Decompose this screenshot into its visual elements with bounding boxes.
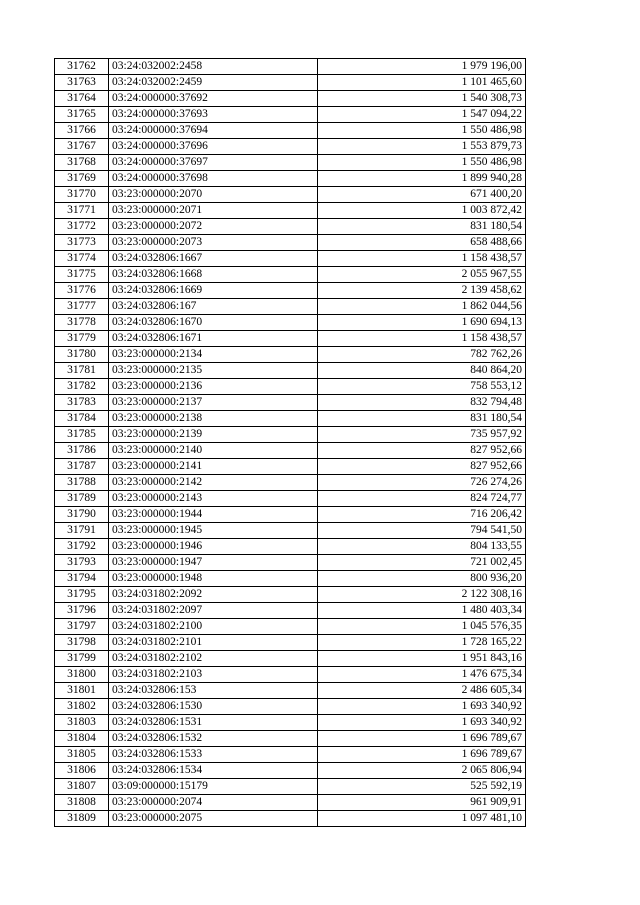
cadastral-number-cell: 03:23:000000:1945: [109, 523, 318, 539]
row-number-cell: 31785: [55, 427, 109, 443]
value-cell: 726 274,26: [318, 475, 526, 491]
row-number-cell: 31770: [55, 187, 109, 203]
value-cell: 721 002,45: [318, 555, 526, 571]
cadastral-number-cell: 03:23:000000:2140: [109, 443, 318, 459]
row-number-cell: 31778: [55, 315, 109, 331]
table-row: [55, 203, 526, 219]
value-cell: 794 541,50: [318, 523, 526, 539]
value-cell: 1 553 879,73: [318, 139, 526, 155]
row-number-cell: 31769: [55, 171, 109, 187]
value-cell: 671 400,20: [318, 187, 526, 203]
row-number-cell: 31802: [55, 699, 109, 715]
value-cell: 1 696 789,67: [318, 731, 526, 747]
value-cell: 827 952,66: [318, 443, 526, 459]
value-cell: 1 899 940,28: [318, 171, 526, 187]
row-number-cell: 31764: [55, 91, 109, 107]
cadastral-number-cell: 03:24:000000:37698: [109, 171, 318, 187]
cadastral-number-cell: 03:24:031802:2100: [109, 619, 318, 635]
value-cell: 1 101 465,60: [318, 75, 526, 91]
cadastral-number-cell: 03:24:032806:1669: [109, 283, 318, 299]
value-cell: 961 909,91: [318, 795, 526, 811]
value-cell: 1 476 675,34: [318, 667, 526, 683]
row-number-cell: 31793: [55, 555, 109, 571]
table-row: [55, 603, 526, 619]
table-row: [55, 187, 526, 203]
cadastral-number-cell: 03:23:000000:2137: [109, 395, 318, 411]
value-cell: 1 728 165,22: [318, 635, 526, 651]
row-number-cell: 31799: [55, 651, 109, 667]
row-number-cell: 31777: [55, 299, 109, 315]
table-row: [55, 331, 526, 347]
table-row: [55, 587, 526, 603]
table-row: [55, 283, 526, 299]
cadastral-number-cell: 03:23:000000:1946: [109, 539, 318, 555]
value-cell: 658 488,66: [318, 235, 526, 251]
value-cell: 1 862 044,56: [318, 299, 526, 315]
row-number-cell: 31803: [55, 715, 109, 731]
cadastral-number-cell: 03:23:000000:2071: [109, 203, 318, 219]
cadastral-number-cell: 03:24:031802:2097: [109, 603, 318, 619]
row-number-cell: 31765: [55, 107, 109, 123]
cadastral-number-cell: 03:23:000000:2074: [109, 795, 318, 811]
cadastral-number-cell: 03:09:000000:15179: [109, 779, 318, 795]
value-cell: 2 122 308,16: [318, 587, 526, 603]
table-row: [55, 139, 526, 155]
value-cell: 2 486 605,34: [318, 683, 526, 699]
value-cell: 1 550 486,98: [318, 155, 526, 171]
value-cell: 1 480 403,34: [318, 603, 526, 619]
table-row: [55, 235, 526, 251]
cadastral-number-cell: 03:24:032002:2458: [109, 59, 318, 75]
row-number-cell: 31789: [55, 491, 109, 507]
row-number-cell: 31788: [55, 475, 109, 491]
value-cell: 525 592,19: [318, 779, 526, 795]
row-number-cell: 31801: [55, 683, 109, 699]
value-cell: 1 696 789,67: [318, 747, 526, 763]
table-row: [55, 683, 526, 699]
value-cell: 1 979 196,00: [318, 59, 526, 75]
value-cell: 1 690 694,13: [318, 315, 526, 331]
table-row: [55, 107, 526, 123]
cadastral-number-cell: 03:23:000000:1947: [109, 555, 318, 571]
value-cell: 800 936,20: [318, 571, 526, 587]
row-number-cell: 31800: [55, 667, 109, 683]
row-number-cell: 31775: [55, 267, 109, 283]
row-number-cell: 31808: [55, 795, 109, 811]
row-number-cell: 31784: [55, 411, 109, 427]
value-cell: 1 693 340,92: [318, 699, 526, 715]
table-row: [55, 779, 526, 795]
cadastral-value-table: [54, 58, 526, 827]
cadastral-number-cell: 03:24:032806:153: [109, 683, 318, 699]
cadastral-number-cell: 03:24:032806:1531: [109, 715, 318, 731]
table-row: [55, 571, 526, 587]
value-cell: 758 553,12: [318, 379, 526, 395]
value-cell: 1 540 308,73: [318, 91, 526, 107]
cadastral-number-cell: 03:23:000000:2136: [109, 379, 318, 395]
table-row: [55, 91, 526, 107]
table-row: [55, 459, 526, 475]
value-cell: 831 180,54: [318, 219, 526, 235]
cadastral-number-cell: 03:23:000000:2134: [109, 347, 318, 363]
value-cell: 735 957,92: [318, 427, 526, 443]
value-cell: 1 158 438,57: [318, 331, 526, 347]
value-cell: 824 724,77: [318, 491, 526, 507]
row-number-cell: 31762: [55, 59, 109, 75]
table-row: [55, 171, 526, 187]
row-number-cell: 31781: [55, 363, 109, 379]
cadastral-number-cell: 03:24:000000:37696: [109, 139, 318, 155]
value-cell: 782 762,26: [318, 347, 526, 363]
cadastral-number-cell: 03:23:000000:2142: [109, 475, 318, 491]
table-row: [55, 251, 526, 267]
table-row: [55, 395, 526, 411]
value-cell: 2 139 458,62: [318, 283, 526, 299]
row-number-cell: 31804: [55, 731, 109, 747]
cadastral-number-cell: 03:24:032806:1532: [109, 731, 318, 747]
row-number-cell: 31787: [55, 459, 109, 475]
table-row: [55, 155, 526, 171]
value-cell: 1 547 094,22: [318, 107, 526, 123]
table-row: [55, 731, 526, 747]
cadastral-number-cell: 03:23:000000:2070: [109, 187, 318, 203]
table-row: [55, 363, 526, 379]
cadastral-number-cell: 03:23:000000:2139: [109, 427, 318, 443]
row-number-cell: 31809: [55, 811, 109, 827]
cadastral-number-cell: 03:24:031802:2101: [109, 635, 318, 651]
row-number-cell: 31779: [55, 331, 109, 347]
table-body: [55, 59, 526, 827]
table-row: [55, 427, 526, 443]
cadastral-number-cell: 03:24:031802:2092: [109, 587, 318, 603]
cadastral-number-cell: 03:23:000000:2141: [109, 459, 318, 475]
table-row: [55, 299, 526, 315]
cadastral-number-cell: 03:23:000000:2143: [109, 491, 318, 507]
row-number-cell: 31805: [55, 747, 109, 763]
cadastral-number-cell: 03:24:032806:167: [109, 299, 318, 315]
value-cell: 831 180,54: [318, 411, 526, 427]
row-number-cell: 31773: [55, 235, 109, 251]
table-row: [55, 619, 526, 635]
cadastral-number-cell: 03:24:032806:1667: [109, 251, 318, 267]
value-cell: 2 055 967,55: [318, 267, 526, 283]
table-row: [55, 411, 526, 427]
table-row: [55, 523, 526, 539]
value-cell: 1 003 872,42: [318, 203, 526, 219]
cadastral-number-cell: 03:24:000000:37694: [109, 123, 318, 139]
cadastral-number-cell: 03:24:032806:1671: [109, 331, 318, 347]
cadastral-number-cell: 03:24:032806:1670: [109, 315, 318, 331]
row-number-cell: 31768: [55, 155, 109, 171]
row-number-cell: 31797: [55, 619, 109, 635]
table-row: [55, 651, 526, 667]
value-cell: 804 133,55: [318, 539, 526, 555]
value-cell: 716 206,42: [318, 507, 526, 523]
cadastral-number-cell: 03:24:000000:37692: [109, 91, 318, 107]
cadastral-number-cell: 03:24:031802:2103: [109, 667, 318, 683]
row-number-cell: 31806: [55, 763, 109, 779]
row-number-cell: 31796: [55, 603, 109, 619]
row-number-cell: 31790: [55, 507, 109, 523]
cadastral-number-cell: 03:23:000000:2138: [109, 411, 318, 427]
row-number-cell: 31771: [55, 203, 109, 219]
table-row: [55, 267, 526, 283]
row-number-cell: 31798: [55, 635, 109, 651]
row-number-cell: 31766: [55, 123, 109, 139]
row-number-cell: 31772: [55, 219, 109, 235]
cadastral-number-cell: 03:23:000000:2072: [109, 219, 318, 235]
row-number-cell: 31792: [55, 539, 109, 555]
table-row: [55, 475, 526, 491]
row-number-cell: 31767: [55, 139, 109, 155]
cadastral-number-cell: 03:24:031802:2102: [109, 651, 318, 667]
cadastral-number-cell: 03:24:032806:1530: [109, 699, 318, 715]
table-row: [55, 635, 526, 651]
row-number-cell: 31776: [55, 283, 109, 299]
cadastral-number-cell: 03:23:000000:2135: [109, 363, 318, 379]
table-row: [55, 75, 526, 91]
cadastral-number-cell: 03:24:000000:37693: [109, 107, 318, 123]
value-cell: 840 864,20: [318, 363, 526, 379]
table-row: [55, 539, 526, 555]
table-row: [55, 747, 526, 763]
cadastral-number-cell: 03:24:032002:2459: [109, 75, 318, 91]
cadastral-number-cell: 03:24:000000:37697: [109, 155, 318, 171]
table-row: [55, 379, 526, 395]
value-cell: 1 951 843,16: [318, 651, 526, 667]
cadastral-number-cell: 03:24:032806:1534: [109, 763, 318, 779]
value-cell: 1 550 486,98: [318, 123, 526, 139]
table-row: [55, 715, 526, 731]
row-number-cell: 31774: [55, 251, 109, 267]
table-row: [55, 491, 526, 507]
table-row: [55, 347, 526, 363]
cadastral-number-cell: 03:24:032806:1668: [109, 267, 318, 283]
value-cell: 827 952,66: [318, 459, 526, 475]
table-row: [55, 699, 526, 715]
table-row: [55, 555, 526, 571]
table-row: [55, 123, 526, 139]
row-number-cell: 31780: [55, 347, 109, 363]
table-row: [55, 443, 526, 459]
row-number-cell: 31786: [55, 443, 109, 459]
cadastral-number-cell: 03:23:000000:2073: [109, 235, 318, 251]
cadastral-number-cell: 03:23:000000:1948: [109, 571, 318, 587]
table-row: [55, 59, 526, 75]
value-cell: 832 794,48: [318, 395, 526, 411]
row-number-cell: 31795: [55, 587, 109, 603]
table-row: [55, 507, 526, 523]
row-number-cell: 31794: [55, 571, 109, 587]
table-row: [55, 667, 526, 683]
cadastral-number-cell: 03:23:000000:2075: [109, 811, 318, 827]
value-cell: 1 045 576,35: [318, 619, 526, 635]
row-number-cell: 31807: [55, 779, 109, 795]
table-row: [55, 763, 526, 779]
row-number-cell: 31782: [55, 379, 109, 395]
value-cell: 1 097 481,10: [318, 811, 526, 827]
row-number-cell: 31791: [55, 523, 109, 539]
value-cell: 1 693 340,92: [318, 715, 526, 731]
cadastral-number-cell: 03:23:000000:1944: [109, 507, 318, 523]
table-row: [55, 219, 526, 235]
table-row: [55, 795, 526, 811]
value-cell: 1 158 438,57: [318, 251, 526, 267]
table-row: [55, 811, 526, 827]
table-row: [55, 315, 526, 331]
value-cell: 2 065 806,94: [318, 763, 526, 779]
row-number-cell: 31763: [55, 75, 109, 91]
cadastral-number-cell: 03:24:032806:1533: [109, 747, 318, 763]
row-number-cell: 31783: [55, 395, 109, 411]
